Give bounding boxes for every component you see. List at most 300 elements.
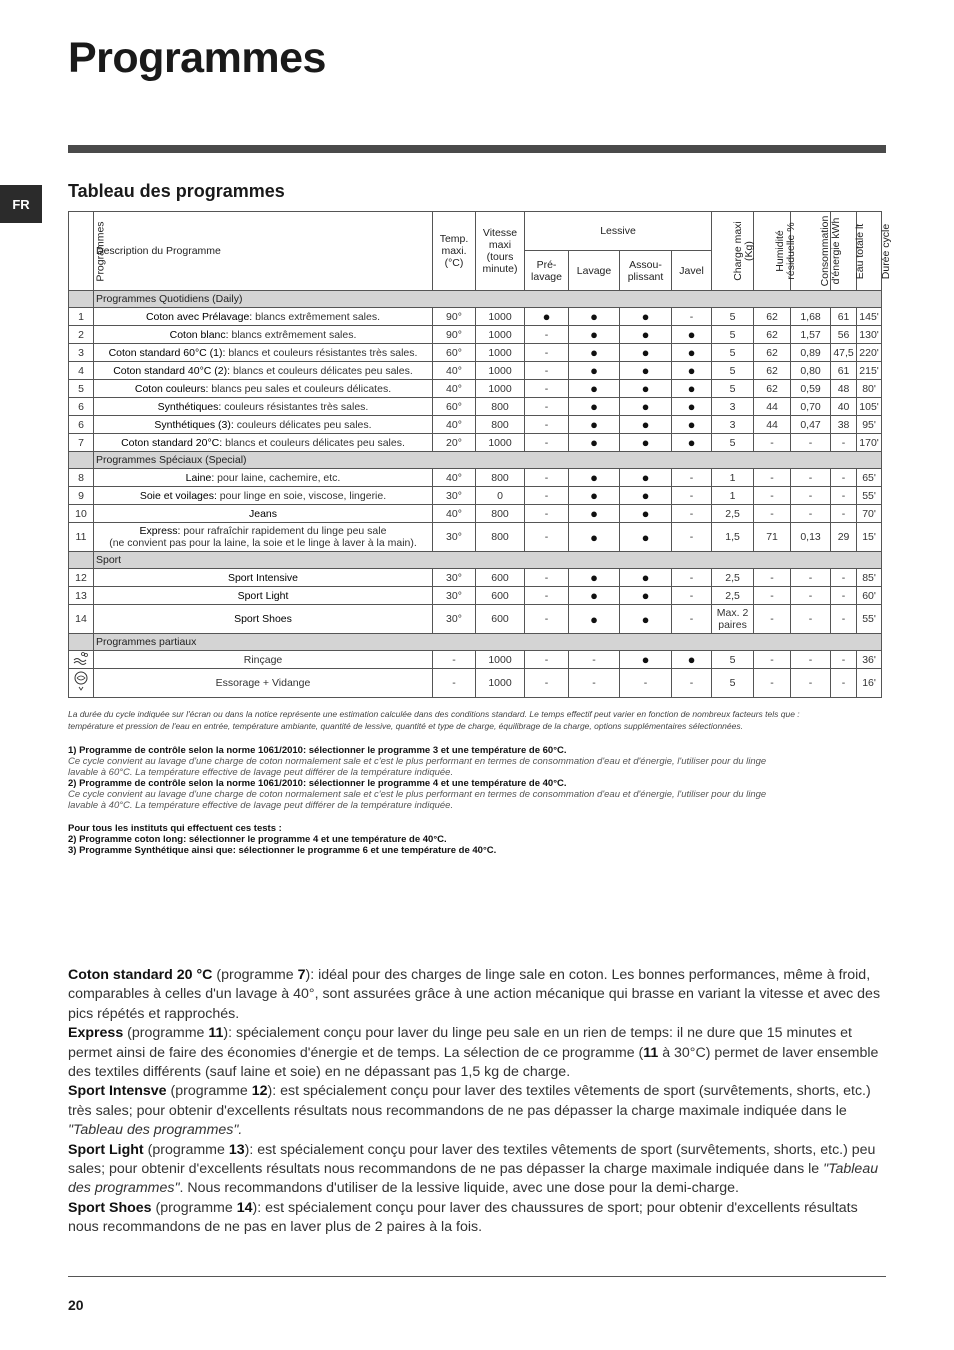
cell-charge: 5 bbox=[712, 308, 754, 326]
cell-eau: - bbox=[831, 487, 857, 505]
desc-num: 13 bbox=[228, 1141, 245, 1158]
cell-ass: ● bbox=[620, 344, 672, 362]
cell-cons: - bbox=[791, 487, 831, 505]
cell-speed: 1000 bbox=[476, 308, 525, 326]
cell-pre: - bbox=[525, 487, 569, 505]
cell-eau: 61 bbox=[831, 308, 857, 326]
cell-charge: 2,5 bbox=[712, 569, 754, 587]
desc-text: ): est spécialement conçu pour laver des textiles vêtements de sport (survêtements, shorts, etc.) très sales; pour obtenir d'excellents résultats nous recommandons de ne pas dépasser la charge maximale indiquée dans le bbox=[68, 1083, 871, 1119]
cell-ass: ● bbox=[620, 308, 672, 326]
cell-eau: 29 bbox=[831, 523, 857, 552]
cell-ass: ● bbox=[620, 326, 672, 344]
cell-pre: - bbox=[525, 362, 569, 380]
header-eau: Eau totale lt bbox=[831, 212, 857, 291]
rinse-icon bbox=[69, 651, 94, 669]
cell-temp: 40° bbox=[433, 469, 476, 487]
programme-number: 9 bbox=[69, 487, 94, 505]
programme-description bbox=[94, 380, 433, 398]
cell-eau: 38 bbox=[831, 416, 857, 434]
cell-hum: 62 bbox=[754, 308, 791, 326]
page-number: 20 bbox=[68, 1297, 84, 1313]
cell-ass: ● bbox=[620, 505, 672, 523]
header-vitesse: Vitesse maxi (tours minute) bbox=[476, 212, 525, 291]
cell-charge: Max. 2 paires bbox=[712, 605, 754, 634]
programme-detail: blancs peu sales et couleurs délicates. bbox=[208, 382, 392, 395]
cell-charge: 5 bbox=[712, 326, 754, 344]
desc-text: (programme bbox=[143, 1141, 229, 1158]
cell-hum: - bbox=[754, 487, 791, 505]
cell-ass: ● bbox=[620, 416, 672, 434]
cell-lav: ● bbox=[569, 308, 620, 326]
cell-temp: 40° bbox=[433, 416, 476, 434]
cell-jav: ● bbox=[672, 416, 712, 434]
programme-number: 5 bbox=[69, 380, 94, 398]
desc-num: 7 bbox=[297, 967, 306, 983]
programme-description bbox=[94, 434, 433, 452]
programme-description bbox=[94, 398, 433, 416]
cell-temp: 60° bbox=[433, 344, 476, 362]
cell-duree: 105' bbox=[857, 398, 882, 416]
cell-cons: 0,47 bbox=[791, 416, 831, 434]
cell-hum: 44 bbox=[754, 416, 791, 434]
cell-temp: 30° bbox=[433, 569, 476, 587]
cell-charge: 2,5 bbox=[712, 587, 754, 605]
desc-text: à 30°C) permet de laver ensemble des textiles différents (sauf laine et soie) en ne dépassant pas 1,5 kg de charge. bbox=[68, 1044, 879, 1081]
programme-name: Synthétiques: bbox=[157, 400, 222, 413]
cell-pre: - bbox=[525, 587, 569, 605]
programme-name: Laine: bbox=[185, 471, 215, 484]
cell-pre: - bbox=[525, 344, 569, 362]
programme-detail: (ne convient pas pour la laine, la soie et le linge à laver à la main). bbox=[109, 537, 417, 549]
cell-speed: 600 bbox=[476, 605, 525, 634]
footnote-1-text: Ce cycle convient au lavage d'une charge de coton normalement sale et c'est le plus performant en termes de consommation d'eau et d'énergie, l'utiliser pour du linge bbox=[68, 756, 767, 767]
cell-duree: 16' bbox=[857, 669, 882, 698]
programme-detail: blancs extrêmement sales. bbox=[252, 310, 381, 323]
cell-lav: ● bbox=[569, 380, 620, 398]
cell-hum: - bbox=[754, 587, 791, 605]
section-label: Programmes Quotidiens (Daily) bbox=[94, 291, 882, 308]
cell-jav: - bbox=[672, 587, 712, 605]
cell-ass: ● bbox=[620, 523, 672, 552]
programmes-table bbox=[68, 211, 893, 698]
cell-hum: - bbox=[754, 651, 791, 669]
programme-detail: blancs et couleurs résistantes très sales. bbox=[225, 346, 418, 359]
programme-description bbox=[94, 587, 433, 605]
cell-speed: 600 bbox=[476, 569, 525, 587]
header-assouplissant: Assou- plissant bbox=[620, 251, 672, 291]
desc-name: Sport Light bbox=[68, 1141, 144, 1158]
cell-hum: - bbox=[754, 434, 791, 452]
cell-charge: 5 bbox=[712, 669, 754, 698]
cell-duree: 70' bbox=[857, 505, 882, 523]
cell-pre: - bbox=[525, 669, 569, 698]
desc-coton-20 bbox=[68, 966, 888, 1024]
cell-hum: 62 bbox=[754, 362, 791, 380]
cell-pre: - bbox=[525, 434, 569, 452]
header-consommation: Consommation d'énergie kWh bbox=[791, 212, 831, 291]
desc-text: ): est spécialement conçu pour laver des textiles vêtements de sport (survêtements, shorts, etc.) peu sales; pour obtenir d'excellents résultats nous recommandons de ne pas dépasser la charge maximale indiquée dans le bbox=[68, 1141, 876, 1178]
cell-temp: 20° bbox=[433, 434, 476, 452]
cell-temp: 40° bbox=[433, 380, 476, 398]
programme-description bbox=[94, 469, 433, 487]
table-row bbox=[69, 651, 882, 669]
cell-speed: 600 bbox=[476, 587, 525, 605]
table-row bbox=[69, 344, 882, 362]
cell-duree: 145' bbox=[857, 308, 882, 326]
cell-hum: 62 bbox=[754, 344, 791, 362]
footnote-1-text: lavable à 60°C. La température effective de lavage peut différer de la température indiquée. bbox=[68, 767, 454, 778]
cell-pre: - bbox=[525, 416, 569, 434]
cell-hum: - bbox=[754, 469, 791, 487]
cell-duree: 60' bbox=[857, 587, 882, 605]
desc-sport-intensive bbox=[68, 1082, 888, 1140]
desc-num: 14 bbox=[236, 1199, 253, 1216]
cell-eau: - bbox=[831, 505, 857, 523]
table-row bbox=[69, 380, 882, 398]
header-humidite: Humidité résiduelle % bbox=[754, 212, 791, 291]
footnote-1-title: 1) Programme de contrôle selon la norme 1061/2010: sélectionner le programme 3 et une température de 60°C. bbox=[68, 745, 567, 756]
desc-num: 12 bbox=[251, 1083, 268, 1100]
table-row bbox=[69, 398, 882, 416]
cell-hum: - bbox=[754, 605, 791, 634]
cell-cons: - bbox=[791, 651, 831, 669]
cell-temp: 30° bbox=[433, 605, 476, 634]
programme-description bbox=[94, 505, 433, 523]
cell-duree: 36' bbox=[857, 651, 882, 669]
cell-duree: 15' bbox=[857, 523, 882, 552]
cell-duree: 215' bbox=[857, 362, 882, 380]
header-charge: Charge maxi (Kg) bbox=[712, 212, 754, 291]
desc-italic: "Tableau des programmes" bbox=[68, 1161, 879, 1197]
programme-name: Coton standard 40°C (2): bbox=[113, 364, 231, 377]
programme-detail: blancs et couleurs délicates peu sales. bbox=[230, 364, 413, 377]
cell-cons: 0,13 bbox=[791, 523, 831, 552]
programme-number: 2 bbox=[69, 326, 94, 344]
programme-number: 3 bbox=[69, 344, 94, 362]
cell-charge: 5 bbox=[712, 651, 754, 669]
programme-description bbox=[94, 308, 433, 326]
cell-cons: - bbox=[791, 505, 831, 523]
cell-jav: ● bbox=[672, 434, 712, 452]
programme-name: Sport Light bbox=[237, 589, 289, 602]
cell-ass: ● bbox=[620, 605, 672, 634]
programme-detail: pour rafraîchir rapidement du linge peu sale bbox=[180, 525, 387, 537]
desc-express bbox=[68, 1024, 888, 1082]
programme-number: 13 bbox=[69, 587, 94, 605]
cell-jav: ● bbox=[672, 362, 712, 380]
cell-speed: 1000 bbox=[476, 434, 525, 452]
cell-cons: 0,59 bbox=[791, 380, 831, 398]
cell-duree: 55' bbox=[857, 487, 882, 505]
cell-cons: - bbox=[791, 469, 831, 487]
cell-cons: - bbox=[791, 569, 831, 587]
desc-text: ): spécialement conçu pour laver du linge peu sale en un rien de temps: il ne dure que 15 minutes et permet ainsi de faire des économies d'énergie et de temps. La sélection de ce programme ( bbox=[68, 1025, 852, 1061]
table-section-header bbox=[69, 291, 882, 308]
cell-speed: 800 bbox=[476, 523, 525, 552]
cell-hum: 44 bbox=[754, 398, 791, 416]
section-label: Programmes partiaux bbox=[94, 634, 882, 651]
programme-number: 1 bbox=[69, 308, 94, 326]
cell-charge: 2,5 bbox=[712, 505, 754, 523]
cell-lav: ● bbox=[569, 505, 620, 523]
desc-text: (programme bbox=[166, 1083, 252, 1100]
cell-cons: - bbox=[791, 434, 831, 452]
programme-number: 14 bbox=[69, 605, 94, 634]
table-row bbox=[69, 469, 882, 487]
footnote-2-title: 2) Programme de contrôle selon la norme 1061/2010: sélectionner le programme 4 et une température de 40°C. bbox=[68, 778, 567, 789]
cell-ass: ● bbox=[620, 587, 672, 605]
cell-ass: ● bbox=[620, 469, 672, 487]
page-title: Programmes bbox=[68, 34, 326, 82]
cell-speed: 1000 bbox=[476, 380, 525, 398]
programme-description bbox=[94, 326, 433, 344]
cell-cons: 1,57 bbox=[791, 326, 831, 344]
programme-description bbox=[94, 651, 433, 669]
cell-lav: ● bbox=[569, 344, 620, 362]
cell-ass: ● bbox=[620, 434, 672, 452]
cell-pre: - bbox=[525, 651, 569, 669]
cell-duree: 65' bbox=[857, 469, 882, 487]
cell-cons: 0,70 bbox=[791, 398, 831, 416]
cell-temp: - bbox=[433, 651, 476, 669]
table-row bbox=[69, 505, 882, 523]
cell-jav: - bbox=[672, 469, 712, 487]
desc-num: 11 bbox=[208, 1025, 224, 1042]
programme-name: Coton standard 60°C (1): bbox=[108, 346, 226, 359]
cell-cons: 0,89 bbox=[791, 344, 831, 362]
cell-hum: 62 bbox=[754, 326, 791, 344]
cell-charge: 1,5 bbox=[712, 523, 754, 552]
cell-speed: 1000 bbox=[476, 651, 525, 669]
programme-description bbox=[94, 416, 433, 434]
cell-pre: - bbox=[525, 523, 569, 552]
programme-name: Coton blanc: bbox=[169, 328, 229, 341]
programme-detail: couleurs délicates peu sales. bbox=[233, 418, 372, 431]
cell-eau: 56 bbox=[831, 326, 857, 344]
programme-description bbox=[94, 569, 433, 587]
cell-temp: 60° bbox=[433, 398, 476, 416]
cell-duree: 85' bbox=[857, 569, 882, 587]
programme-detail: couleurs résistantes très sales. bbox=[221, 400, 369, 413]
cell-temp: 90° bbox=[433, 308, 476, 326]
cell-duree: 170' bbox=[857, 434, 882, 452]
table-row bbox=[69, 605, 882, 634]
programme-detail: Rinçage bbox=[243, 653, 283, 666]
cell-eau: - bbox=[831, 469, 857, 487]
cell-lav: ● bbox=[569, 362, 620, 380]
section-label: Sport bbox=[94, 552, 882, 569]
programme-name: Sport Intensive bbox=[227, 571, 299, 584]
cell-duree: 80' bbox=[857, 380, 882, 398]
header-javel: Javel bbox=[672, 251, 712, 291]
programme-number: 10 bbox=[69, 505, 94, 523]
cell-cons: - bbox=[791, 587, 831, 605]
programme-number: 8 bbox=[69, 469, 94, 487]
cell-eau: 48 bbox=[831, 380, 857, 398]
header-duree: Durée cycle bbox=[857, 212, 882, 291]
table-row bbox=[69, 569, 882, 587]
table-row bbox=[69, 326, 882, 344]
cell-eau: 40 bbox=[831, 398, 857, 416]
cell-lav: ● bbox=[569, 326, 620, 344]
note-line: température et pression de l'eau en entrée, température ambiante, quantité de lessive, quantité et type de charge, équilibrage de la charge, options supplémentaires sélectionnées. bbox=[68, 721, 743, 731]
cell-hum: 71 bbox=[754, 523, 791, 552]
header-divider bbox=[68, 145, 886, 153]
cell-lav: - bbox=[569, 669, 620, 698]
desc-sport-light bbox=[68, 1141, 888, 1199]
cell-charge: 5 bbox=[712, 434, 754, 452]
footer-divider bbox=[68, 1276, 886, 1277]
cell-temp: 40° bbox=[433, 505, 476, 523]
desc-italic: "Tableau des programmes". bbox=[68, 1122, 243, 1139]
cell-duree: 95' bbox=[857, 416, 882, 434]
cell-hum: - bbox=[754, 669, 791, 698]
cell-eau: - bbox=[831, 434, 857, 452]
programme-description bbox=[94, 362, 433, 380]
cell-ass: ● bbox=[620, 651, 672, 669]
footnotes bbox=[68, 745, 888, 811]
header-programmes: Programmes bbox=[69, 212, 94, 291]
table-section-header bbox=[69, 452, 882, 469]
cell-jav: - bbox=[672, 505, 712, 523]
programme-description bbox=[94, 487, 433, 505]
cell-jav: ● bbox=[672, 651, 712, 669]
desc-name: Sport Shoes bbox=[68, 1199, 152, 1216]
cell-temp: 40° bbox=[433, 362, 476, 380]
cell-lav: - bbox=[569, 651, 620, 669]
programme-name: Express: bbox=[139, 525, 181, 537]
cell-eau: - bbox=[831, 669, 857, 698]
cell-cons: 1,68 bbox=[791, 308, 831, 326]
desc-name: Sport Intensve bbox=[68, 1083, 167, 1100]
programme-descriptions bbox=[68, 966, 888, 1238]
programme-description bbox=[94, 523, 433, 552]
cell-ass: ● bbox=[620, 362, 672, 380]
header-lessive: Lessive bbox=[525, 212, 712, 251]
cell-lav: ● bbox=[569, 434, 620, 452]
cell-jav: - bbox=[672, 308, 712, 326]
footnote-2-text: lavable à 40°C. La température effective de lavage peut différer de la température indiquée. bbox=[68, 800, 454, 811]
desc-text: . Nous recommandons d'utiliser de la lessive liquide, avec une dose pour la demi-charge. bbox=[179, 1180, 739, 1197]
table-row bbox=[69, 434, 882, 452]
desc-text: ): idéal pour des charges de linge sale en coton. Les bonnes performances, même à froid, comparables à celles d'un lavage à 40°, sont assurées grâce à une action mécanique qui brasse en variant la vitesse et avec des pics répétés et rapprochés. bbox=[68, 967, 881, 1022]
institutes-note bbox=[68, 823, 888, 856]
cell-charge: 1 bbox=[712, 469, 754, 487]
cell-cons: 0,80 bbox=[791, 362, 831, 380]
desc-text: (programme bbox=[212, 967, 298, 983]
programme-description bbox=[94, 344, 433, 362]
cell-jav: ● bbox=[672, 344, 712, 362]
cell-eau: 47,5 bbox=[831, 344, 857, 362]
programme-detail: Essorage + Vidange bbox=[215, 677, 311, 689]
desc-sport-shoes bbox=[68, 1199, 888, 1238]
programme-name: Sport Shoes bbox=[234, 613, 292, 625]
cell-lav: ● bbox=[569, 569, 620, 587]
cell-pre: - bbox=[525, 326, 569, 344]
programme-number: 6 bbox=[69, 398, 94, 416]
cell-pre: - bbox=[525, 569, 569, 587]
programme-number: 4 bbox=[69, 362, 94, 380]
cell-charge: 3 bbox=[712, 416, 754, 434]
cell-jav: ● bbox=[672, 326, 712, 344]
cell-charge: 1 bbox=[712, 487, 754, 505]
cell-speed: 800 bbox=[476, 398, 525, 416]
cell-charge: 5 bbox=[712, 380, 754, 398]
table-row bbox=[69, 669, 882, 698]
cell-eau: - bbox=[831, 569, 857, 587]
cell-temp: 30° bbox=[433, 523, 476, 552]
cell-lav: ● bbox=[569, 469, 620, 487]
section-label: Programmes Spéciaux (Special) bbox=[94, 452, 882, 469]
note-line: La durée du cycle indiquée sur l'écran ou dans la notice représente une estimation calculée dans des conditions standard. Le temps effectif peut varier en fonction de nombreux facteurs tels que : bbox=[68, 709, 800, 719]
cell-jav: - bbox=[672, 669, 712, 698]
cell-jav: - bbox=[672, 487, 712, 505]
programme-name: Soie et voilages: bbox=[139, 489, 217, 502]
cell-ass: ● bbox=[620, 380, 672, 398]
cell-speed: 0 bbox=[476, 487, 525, 505]
cell-lav: ● bbox=[569, 587, 620, 605]
programme-description bbox=[94, 605, 433, 634]
header-description: Description du Programme bbox=[94, 212, 433, 291]
cell-duree: 130' bbox=[857, 326, 882, 344]
cell-temp: 90° bbox=[433, 326, 476, 344]
cell-jav: ● bbox=[672, 380, 712, 398]
cell-temp: - bbox=[433, 669, 476, 698]
cell-jav: - bbox=[672, 605, 712, 634]
programme-number: 12 bbox=[69, 569, 94, 587]
cell-eau: - bbox=[831, 587, 857, 605]
cell-pre: - bbox=[525, 380, 569, 398]
programme-detail: pour linge en soie, viscose, lingerie. bbox=[216, 489, 387, 502]
footnote-2-text: Ce cycle convient au lavage d'une charge de coton normalement sale et c'est le plus performant en termes de consommation d'eau et d'énergie, l'utiliser pour du linge bbox=[68, 789, 767, 800]
cell-pre: - bbox=[525, 605, 569, 634]
desc-text: (programme bbox=[123, 1025, 209, 1042]
table-section-header bbox=[69, 634, 882, 651]
institutes-item: 2) Programme coton long: sélectionner le programme 4 et une température de 40°C. bbox=[68, 834, 447, 845]
cell-eau: 61 bbox=[831, 362, 857, 380]
programme-name: Coton couleurs: bbox=[134, 382, 209, 395]
cell-pre: ● bbox=[525, 308, 569, 326]
programme-name: Jeans bbox=[248, 507, 278, 520]
programme-name: Synthétiques (3): bbox=[154, 418, 234, 431]
cell-pre: - bbox=[525, 398, 569, 416]
cell-pre: - bbox=[525, 469, 569, 487]
cell-jav: ● bbox=[672, 398, 712, 416]
cell-ass: ● bbox=[620, 487, 672, 505]
cell-eau: - bbox=[831, 651, 857, 669]
institutes-title: Pour tous les instituts qui effectuent ces tests : bbox=[68, 823, 282, 834]
cell-speed: 1000 bbox=[476, 669, 525, 698]
cell-ass: ● bbox=[620, 569, 672, 587]
table-row bbox=[69, 308, 882, 326]
desc-text: ): est spécialement conçu pour laver des chaussures de sport; pour obtenir d'excellents résultats nous recommandons de ne pas en laver plus de 2 paires à la fois. bbox=[68, 1199, 858, 1236]
cell-jav: - bbox=[672, 523, 712, 552]
desc-num: 11 bbox=[643, 1044, 659, 1061]
table-row bbox=[69, 523, 882, 552]
table-row bbox=[69, 587, 882, 605]
cell-duree: 55' bbox=[857, 605, 882, 634]
spin-drain-icon bbox=[69, 669, 94, 698]
cell-lav: ● bbox=[569, 487, 620, 505]
programme-detail: blancs extrêmement sales. bbox=[228, 328, 357, 341]
programme-number: 7 bbox=[69, 434, 94, 452]
programme-detail: blancs et couleurs délicates peu sales. bbox=[222, 436, 405, 449]
cell-pre: - bbox=[525, 505, 569, 523]
cell-hum: - bbox=[754, 505, 791, 523]
programme-name: Coton standard 20°C: bbox=[121, 436, 223, 449]
programme-description bbox=[94, 669, 433, 698]
institutes-item: 3) Programme Synthétique ainsi que: sélectionner le programme 6 et une température de 40°C. bbox=[68, 845, 497, 856]
